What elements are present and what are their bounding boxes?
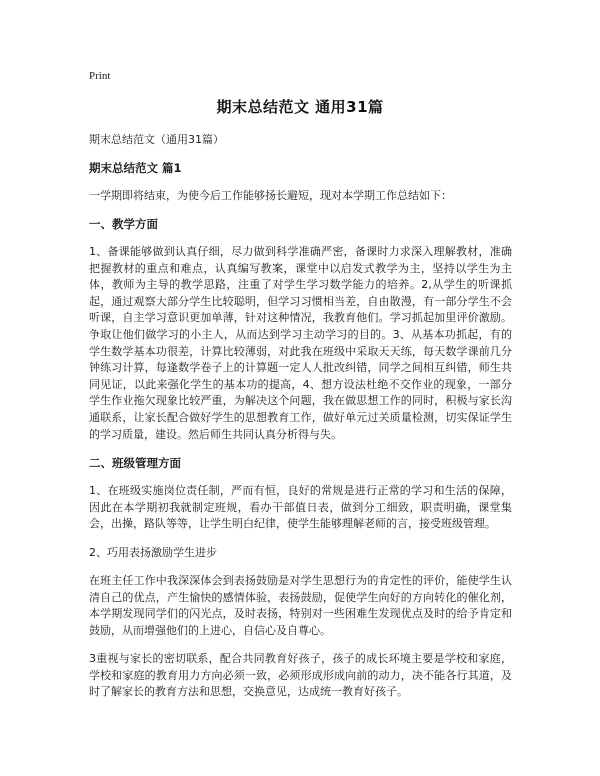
intro-paragraph: 一学期即将结束，为使今后工作能够扬长避短，现对本学期工作总结如下：	[89, 189, 452, 202]
document-subtitle: 期末总结范文（通用31篇）	[89, 133, 224, 146]
page-title: 期末总结范文 通用31篇	[216, 98, 384, 116]
paragraph-parents: 3重视与家长的密切联系，配合共同教育好孩子，孩子的成长环境主要是学校和家庭，学校和家庭的教育用力方向必须一致，必须形成形成向前的动力，决不能各行其道，及时了解家长的教育方法和思想，交换意见，达成统一教育好孩子。	[89, 652, 512, 699]
section-heading-class-management: 二、班级管理方面	[89, 456, 181, 471]
paragraph-praise: 在班主任工作中我深深体会到表扬鼓励是对学生思想行为的肯定性的评价，能使学生认清自己的优点，产生愉快的感情体验，表扬鼓励，促使学生向好的方向转化的催化剂，本学期发现同学们的闪光点，及时表扬，特别对一些困难生发现优点及时的给予肯定和鼓励，从而增强他们的上进心，自信心及自尊心。	[89, 573, 512, 637]
print-link[interactable]: Print	[89, 70, 111, 82]
subheading-praise: 2、巧用表扬激励学生进步	[89, 545, 217, 559]
paragraph-teaching: 1、备课能够做到认真仔细，尽力做到科学准确严密，备课时力求深入理解教材，准确把握教材的重点和难点，认真编写教案，课堂中以启发式教学为主，坚持以学生为主体，教师为主导的教学思路，注重了对学生学习数学能力的培养。2,从学生的听课抓起，通过观察大部分学生比较聪明，但学习习惯相当差，自由散漫，有一部分学生不会听课，自主学习意识更加单薄，针对这种情况，我教育他们。学习抓起加里评价激励。争取让他们做学习的小主人，从而达到学习主动学习的目的。3、从基本功抓起，有的学生数学基本功很差，计算比较薄弱，对此我在班级中采取天天练，每天数学课前几分钟练习计算，每逢数学卷子上的计算题一定人人批改纠错，同学之间相互纠错，师生共同见证，以此来强化学生的基本功的提高，4、想方设法杜绝不交作业的现象，一部分学生作业拖欠现象比较严重，为解决这个问题，我在做思想工作的同时，积极与家长沟通联系，让家长配合做好学生的思想教育工作，做好单元过关质量检测，切实保证学生的学习质量，建设。然后师生共同认真分析得与失。	[89, 245, 512, 441]
section-heading-teaching: 一、教学方面	[89, 217, 158, 231]
paragraph-class-management-1: 1、在班级实施岗位责任制，严而有恒，良好的常规是进行正常的学习和生活的保障，因此在本学期初我就制定班规，看办干部值日表，做到分工细致，职责明确，课堂集会，出操，路队等等，让学生明白纪律，使学生能够理解老师的言，接受班级管理。	[89, 484, 512, 531]
article-title: 期末总结范文 篇1	[89, 161, 182, 175]
document-body	[89, 132, 512, 713]
